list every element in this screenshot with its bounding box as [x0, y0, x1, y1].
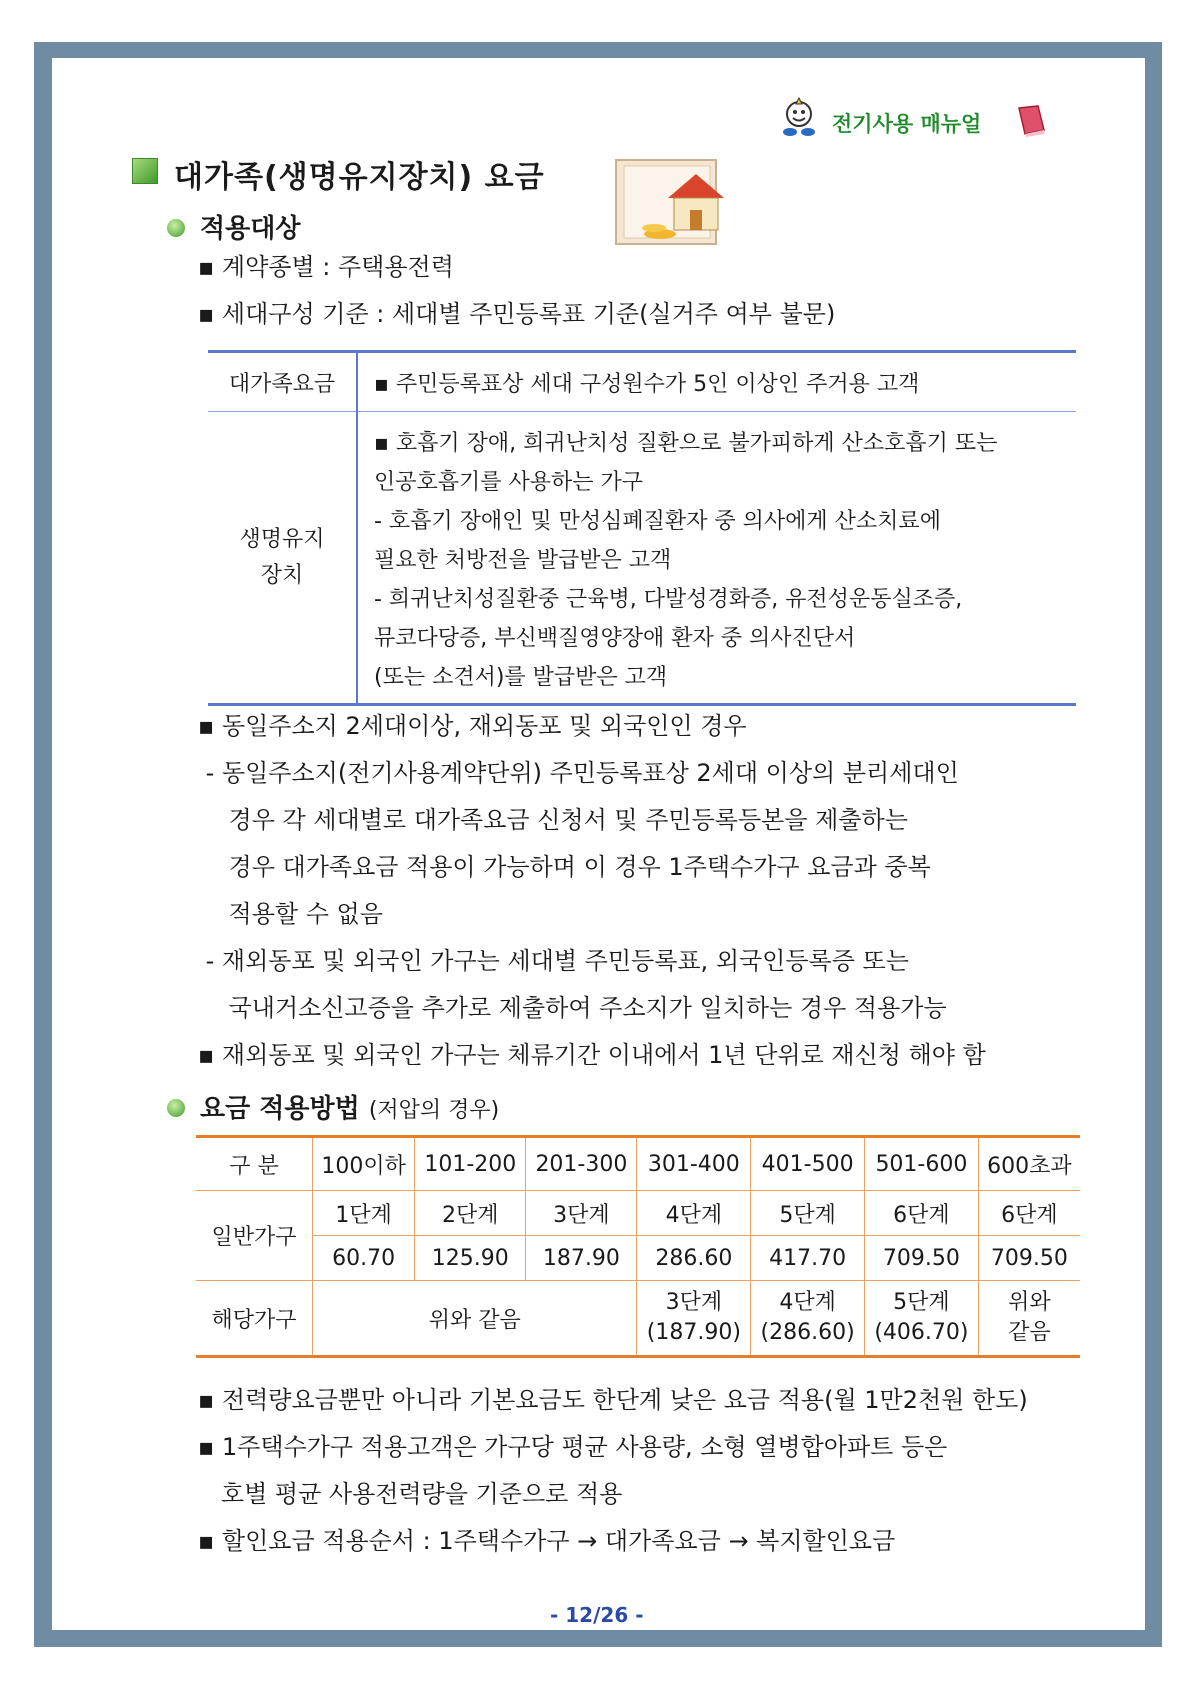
page-title: 대가족(생명유지장치) 요금: [174, 160, 545, 195]
rate-table: [196, 1135, 1080, 1358]
table-cell: 위와 같음: [313, 1281, 637, 1357]
eligibility-table: [208, 350, 1076, 706]
section2-title: 요금 적용방법: [200, 1094, 360, 1124]
table-row: [196, 1137, 1080, 1191]
table-row: [208, 352, 1076, 412]
table-header: 100이하: [313, 1137, 415, 1191]
body-text: [198, 703, 986, 1079]
label-line: 생명유지: [239, 526, 325, 552]
list-item: 뮤코다당증, 부신백질영양장애 환자 중 의사진단서: [374, 626, 856, 651]
row-label: 해당가구: [196, 1281, 313, 1357]
table-cell-text: ▪ 주민등록표상 세대 구성원수가 5인 이상인 주거용 고객: [357, 352, 1076, 412]
table-cell: 1단계: [313, 1191, 415, 1236]
list-item: 호별 평균 사용전력량을 기준으로 적용: [198, 1480, 623, 1508]
table-header: 101-200: [415, 1137, 526, 1191]
table-header: 600초과: [978, 1137, 1080, 1191]
list-item: - 희귀난치성질환중 근육병, 다발성경화증, 유전성운동실조증,: [374, 587, 963, 612]
list-item: ▪ 할인요금 적용순서 : 1주택수가구 → 대가족요금 → 복지할인요금: [198, 1527, 896, 1555]
row-label: 일반가구: [196, 1191, 313, 1281]
table-cell-label: 대가족요금: [208, 352, 357, 412]
page-number: - 12/26 -: [550, 1603, 644, 1627]
list-item: ▪ 1주택수가구 적용고객은 가구당 평균 사용량, 소형 열병합아파트 등은: [198, 1433, 948, 1461]
table-cell: 125.90: [415, 1236, 526, 1281]
table-row: [196, 1281, 1080, 1357]
price-text: (187.90): [646, 1320, 741, 1345]
table-header: 401-500: [751, 1137, 865, 1191]
table-cell: 709.50: [865, 1236, 979, 1281]
table-cell: 60.70: [313, 1236, 415, 1281]
section-bullet-icon: [167, 1099, 185, 1117]
header-logo-text: 전기사용 매뉴얼: [832, 112, 982, 136]
footer-notes: [198, 1377, 1028, 1565]
mascot-icon: [778, 96, 820, 138]
book-icon: [1016, 104, 1048, 138]
title-bullet-icon: [132, 158, 158, 184]
section1-heading: 적용대상: [200, 214, 301, 244]
table-cell: 3단계: [526, 1191, 637, 1236]
price-text: (406.70): [874, 1320, 969, 1345]
step-text: 5단계: [893, 1290, 950, 1315]
table-cell: 6단계: [978, 1191, 1080, 1236]
table-cell: [751, 1281, 865, 1357]
table-cell: 6단계: [865, 1191, 979, 1236]
section2-sub: (저압의 경우): [368, 1098, 500, 1123]
table-cell: 5단계: [751, 1191, 865, 1236]
list-item: ▪ 전력량요금뿐만 아니라 기본요금도 한단계 낮은 요금 적용(월 1만2천원 한도): [198, 1386, 1028, 1414]
list-item: ▪ 재외동포 및 외국인 가구는 체류기간 이내에서 1년 단위로 재신청 해야 함: [198, 1041, 986, 1069]
list-item: 인공호흡기를 사용하는 가구: [374, 470, 644, 495]
section1-item: ▪ 계약종별 : 주택용전력: [198, 253, 454, 281]
step-text: 4단계: [779, 1290, 836, 1315]
house-illustration-icon: [610, 152, 738, 250]
table-cell: 2단계: [415, 1191, 526, 1236]
table-row: [196, 1191, 1080, 1236]
section1-item: ▪ 세대구성 기준 : 세대별 주민등록표 기준(실거주 여부 불문): [198, 300, 836, 328]
same-text: 같음: [1008, 1320, 1051, 1345]
table-cell: [637, 1281, 751, 1357]
table-header: 구 분: [196, 1137, 313, 1191]
table-cell: 187.90: [526, 1236, 637, 1281]
table-cell-text: [357, 412, 1076, 705]
list-item: - 동일주소지(전기사용계약단위) 주민등록표상 2세대 이상의 분리세대인: [198, 759, 959, 787]
table-cell: [978, 1281, 1080, 1357]
label-line: 장치: [260, 562, 304, 588]
table-cell: 417.70: [751, 1236, 865, 1281]
list-item: - 재외동포 및 외국인 가구는 세대별 주민등록표, 외국인등록증 또는: [198, 947, 909, 975]
table-row: [208, 412, 1076, 705]
list-item: 경우 각 세대별로 대가족요금 신청서 및 주민등록등본을 제출하는: [198, 806, 908, 834]
section2-heading: [200, 1088, 499, 1125]
table-header: 201-300: [526, 1137, 637, 1191]
table-row: [196, 1236, 1080, 1281]
same-text: 위와: [1008, 1290, 1051, 1315]
table-cell: [865, 1281, 979, 1357]
list-item: - 호흡기 장애인 및 만성심폐질환자 중 의사에게 산소치료에: [374, 509, 941, 534]
list-item: 적용할 수 없음: [198, 900, 383, 928]
step-text: 3단계: [665, 1290, 723, 1315]
table-cell: 4단계: [637, 1191, 751, 1236]
table-header: 301-400: [637, 1137, 751, 1191]
price-text: (286.60): [760, 1320, 855, 1345]
list-item: 경우 대가족요금 적용이 가능하며 이 경우 1주택수가구 요금과 중복: [198, 853, 931, 881]
table-cell: 709.50: [978, 1236, 1080, 1281]
list-item: ▪ 호흡기 장애, 희귀난치성 질환으로 불가피하게 산소호흡기 또는: [374, 431, 998, 456]
list-item: (또는 소견서)를 발급받은 고객: [374, 665, 668, 690]
table-cell: 286.60: [637, 1236, 751, 1281]
list-item: ▪ 동일주소지 2세대이상, 재외동포 및 외국인인 경우: [198, 712, 747, 740]
table-header: 501-600: [865, 1137, 979, 1191]
list-item: 필요한 처방전을 발급받은 고객: [374, 548, 672, 573]
table-cell-label: [208, 412, 357, 705]
list-item: 국내거소신고증을 추가로 제출하여 주소지가 일치하는 경우 적용가능: [198, 994, 947, 1022]
section-bullet-icon: [167, 219, 185, 237]
